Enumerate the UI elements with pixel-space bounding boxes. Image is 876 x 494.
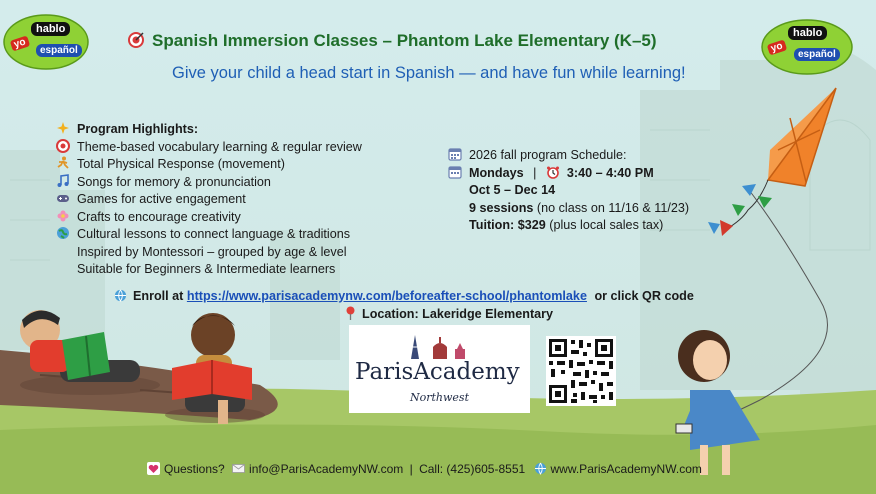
schedule-time: 3:40 – 4:40 PM [566, 165, 654, 180]
sparkle-icon [56, 121, 70, 135]
enroll-link[interactable]: https://www.parisacademynw.com/beforeafter-school/phantomlake [186, 289, 587, 303]
footer-contact: Questions? info@ParisAcademyNW.com | Call: (425)605-8551 www.ParisAcademyNW.com [147, 462, 702, 476]
program-schedule [448, 147, 689, 235]
footer-website[interactable]: www.ParisAcademyNW.com [550, 462, 702, 476]
globe-icon [56, 226, 70, 240]
schedule-heading: 2026 fall program Schedule: [448, 147, 689, 165]
enroll-line: Enroll at https://www.parisacademynw.com/beforeafter-school/phantomlake or click QR code [114, 289, 694, 303]
footer-phone[interactable]: Call: (425)605-8551 [419, 462, 526, 476]
list-item: Theme-based vocabulary learning & regular review [56, 139, 362, 157]
list-item: Inspired by Montessori – grouped by age & level [77, 244, 347, 259]
page-title [128, 31, 657, 51]
list-item: Cultural lessons to connect language & traditions [56, 226, 362, 244]
running-person-icon [56, 156, 70, 170]
calendar-icon [448, 147, 462, 161]
schedule-day-time [448, 165, 689, 183]
alarm-clock-icon [546, 165, 560, 179]
pushpin-icon [345, 306, 356, 320]
page-title-text: Spanish Immersion Classes – Phantom Lake Elementary (K–5) [152, 31, 657, 50]
schedule-day: Mondays [469, 165, 524, 180]
yo-hablo-espanol-badge-left [4, 16, 90, 70]
footer-email[interactable]: info@ParisAcademyNW.com [249, 462, 404, 476]
globe-icon [114, 289, 127, 302]
logo-subtitle: Northwest [410, 391, 470, 404]
globe-icon [534, 462, 547, 475]
paris-skyline-icon [405, 333, 475, 359]
schedule-sessions: 9 sessions (no class on 11/16 & 11/23) [469, 200, 690, 215]
schedule-dates: Oct 5 – Dec 14 [469, 183, 556, 197]
envelope-icon [232, 462, 245, 475]
badge-hablo: hablo [788, 26, 827, 40]
target-icon [128, 32, 144, 48]
list-item: Games for active engagement [56, 191, 362, 209]
list-item: Suitable for Beginners & Intermediate learners [77, 262, 336, 276]
footer-questions: Questions? [164, 462, 225, 476]
list-item: Total Physical Response (movement) [56, 156, 362, 174]
badge-espanol: español [36, 44, 82, 57]
yo-hablo-espanol-badge-right [764, 20, 854, 74]
page-subtitle: Give your child a head start in Spanish — and have fun while learning! [172, 64, 686, 82]
game-controller-icon [56, 191, 70, 205]
schedule-separator: | [533, 165, 537, 180]
qr-code[interactable] [546, 336, 616, 406]
list-item: Crafts to encourage creativity [56, 209, 362, 227]
heart-icon [147, 462, 160, 475]
badge-yo: yo [10, 36, 30, 52]
highlights-heading: Program Highlights: [56, 121, 362, 139]
target-icon [56, 139, 70, 153]
program-highlights [56, 121, 362, 279]
list-item: Songs for memory & pronunciation [56, 174, 362, 192]
schedule-tuition: Tuition: $329 (plus local sales tax) [469, 218, 664, 232]
music-note-icon [56, 174, 70, 188]
flower-icon [56, 209, 70, 223]
badge-yo: yo [767, 40, 787, 56]
badge-hablo: hablo [31, 22, 70, 36]
badge-espanol: español [794, 48, 840, 61]
location-line: Location: Lakeridge Elementary [345, 306, 553, 321]
logo-wordmark: ParisAcademy [355, 359, 520, 385]
calendar-icon [448, 165, 462, 179]
